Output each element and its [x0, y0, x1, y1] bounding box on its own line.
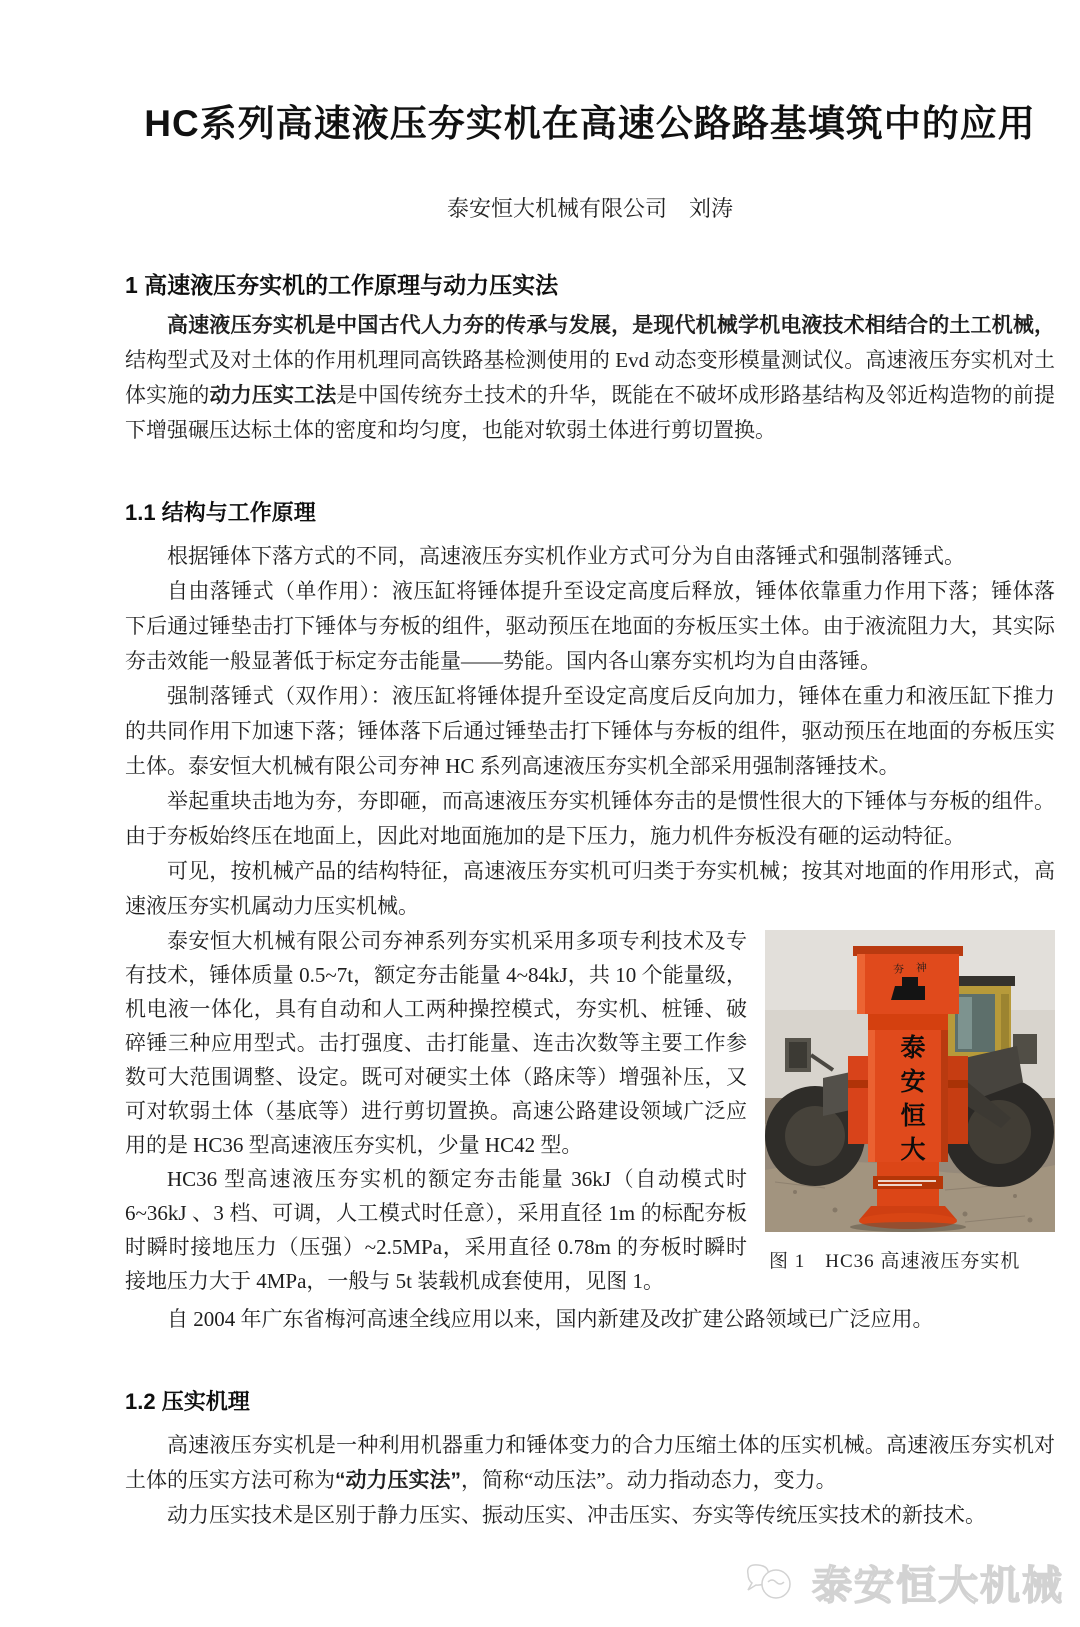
section-1-1-heading: 1.1 结构与工作原理 — [125, 500, 316, 525]
paragraph: 可见，按机械产品的结构特征，高速液压夯实机可归类于夯实机械；按其对地面的作用形式，高速液压夯实机属动力压实机械。 — [125, 859, 1055, 918]
machine-vertical-label: 泰安恒大 — [897, 1034, 924, 1170]
paragraph: HC36 型高速液压夯实机的额定夯击能量 36kJ（自动模式时 6~36kJ 、3 档、可调，人工模式时任意），采用直径 1m 的标配夯板时瞬时接地压力（压强）~2.5MPa，采用直径 0.78m 的夯板时瞬时接地压力大于 4MPa，一般与 5t 装载机成套使用，见图 1。 — [125, 1167, 747, 1293]
section-1-2-paragraph-2: 动力压实技术是区别于静力压实、振动压实、冲击压实、夯实等传统压实技术的新技术。 — [167, 1503, 986, 1527]
machine-photo — [765, 930, 1055, 1232]
text-segment: ，简称“动压法”。动力指动态力，变力。 — [461, 1468, 837, 1492]
section-1-heading: 1 高速液压夯实机的工作原理与动力压实法 — [125, 272, 559, 298]
document-page — [0, 100, 1080, 1627]
figure-1 — [765, 930, 1055, 1273]
figure-1-caption: 图 1 HC36 高速液压夯实机 — [769, 1251, 1021, 1272]
text-segment: 高速液压夯实机是一种利用机器重力和锤体变力的合力压缩土体的压实机械。高速液压夯实机对土体的压实方法可称为 — [125, 1433, 1055, 1492]
bold-text-segment: 动力压实工法 — [209, 384, 337, 407]
section-1-1-closing-paragraph: 自 2004 年广东省梅河高速全线应用以来，国内新建及改扩建公路领域已广泛应用。 — [167, 1307, 934, 1331]
paragraph: 举起重块击地为夯，夯即砸，而高速液压夯实机锤体夯击的是惯性很大的下锤体与夯板的组件。由于夯板始终压在地面上，因此对地面施加的是下压力，施力机件夯板没有砸的运动特征。 — [125, 789, 1055, 848]
section-1-1-wrap-block — [125, 924, 1055, 1298]
page-title: HC系列高速液压夯实机在高速公路路基填筑中的应用 — [144, 103, 1036, 144]
page-content — [0, 100, 1080, 1533]
machine-brand-label: 夯神 — [892, 960, 940, 977]
section-1-2-heading: 1.2 压实机理 — [125, 1389, 250, 1414]
byline: 泰安恒大机械有限公司 刘涛 — [446, 196, 733, 221]
paragraph: 泰安恒大机械有限公司夯神系列夯实机采用多项专利技术及专有技术，锤体质量 0.5~7t，额定夯击能量 4~84kJ，共 10 个能量级，机电液一体化，具有自动和人工两种操控模式，夯实机、桩锤、破碎锤三种应用型式。击打强度、击打能量、连击次数等主要工作参数可大范围调整、设定。既可对硬实土体（路床等）增强补压，又可对软弱土体（基底等）进行剪切置换。高速公路建设领域广泛应用的是 HC36 型高速液压夯实机，少量 HC42 型。 — [125, 929, 747, 1157]
bold-text-segment: 高速液压夯实机是中国古代人力夯的传承与发展，是现代机械学机电液技术相结合的土工机械， — [167, 314, 1055, 337]
text-segment: 结构型式及对土体的作用机理同高铁路基检测使用的 Evd 动态变形模量测试仪。高速液压夯实机对土体实施的 — [125, 348, 1055, 407]
section-1-1-paragraphs — [125, 539, 1055, 924]
paragraph: 自由落锤式（单作用）：液压缸将锤体提升至设定高度后释放，锤体依靠重力作用下落；锤体落下后通过锤垫击打下锤体与夯板的组件，驱动预压在地面的夯板压实土体。由于液流阻力大，其实际夯击效能一般显著低于标定夯击能量——势能。国内各山寨夯实机均为自由落锤。 — [125, 579, 1055, 673]
text-segment: 是中国传统夯土技术的升华，既能在不破坏成形路基结构及邻近构造物的前提下增强碾压达标土体的密度和均匀度，也能对软弱土体进行剪切置换。 — [125, 383, 1056, 442]
watermark — [744, 1554, 1064, 1611]
section-1-2-paragraph-1 — [125, 1428, 1055, 1498]
paragraph: 根据锤体下落方式的不同，高速液压夯实机作业方式可分为自由落锤式和强制落锤式。 — [167, 544, 965, 568]
paragraph: 强制落锤式（双作用）：液压缸将锤体提升至设定高度后反向加力，锤体在重力和液压缸下推力的共同作用下加速下落；锤体落下后通过锤垫击打下锤体与夯板的组件，驱动预压在地面的夯板压实土体。泰安恒大机械有限公司夯神 HC 系列高速液压夯实机全部采用强制落锤技术。 — [125, 684, 1055, 778]
bold-text-segment: “动力压实法” — [335, 1469, 461, 1492]
watermark-logo-icon — [744, 1560, 806, 1606]
section-1-intro-paragraph — [125, 308, 1055, 448]
watermark-text: 泰安恒大机械 — [812, 1564, 1064, 1608]
brand-emblem — [891, 986, 925, 1000]
